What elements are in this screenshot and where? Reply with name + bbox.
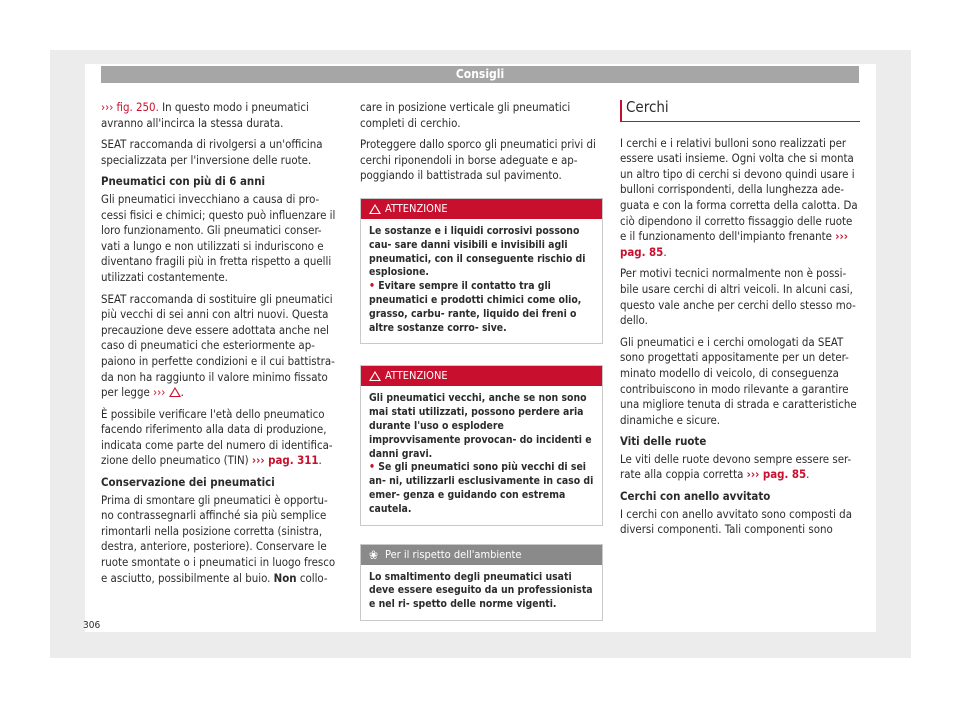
paragraph: I cerchi e i relativi bulloni sono realizzati per essere usati insieme. Ogni volta che si monta un altro tipo di cerchi si devono quindi usare i bulloni corrispondenti, della lunghezza ade- guata e con la forma corretta della calotta. Da ciò dipendono il corretto fissaggio delle ruote e il funzionamento dell'impianto frenante ››› pag. 85.: [620, 135, 858, 259]
paragraph: Proteggere dallo sporco gli pneumatici privi di cerchi riponendoli in borse adeguate e ap- poggiando il battistrada sul pavimento.: [360, 137, 596, 183]
subheading: Conservazione dei pneumatici: [101, 475, 275, 490]
column-3: [620, 100, 860, 544]
environment-box-body: Lo smaltimento degli pneumatici usati deve essere eseguito da un professionista e nel ri- spetto delle norme vigenti.: [369, 570, 593, 611]
page-reference-link[interactable]: ››› pag. 85: [746, 467, 807, 482]
subheading: Viti delle ruote: [620, 434, 707, 449]
leaf-icon: ❀: [369, 547, 379, 562]
warning-box-header: ATTENZIONE: [361, 199, 602, 219]
warning-triangle-icon: [369, 371, 381, 381]
warning-triangle-icon: [369, 204, 381, 214]
subheading: Cerchi con anello avvitato: [620, 489, 771, 504]
chapter-header: Consigli: [101, 66, 859, 83]
paragraph: SEAT raccomanda di sostituire gli pneumatici più vecchi di sei anni con altri nuovi. Questa precauzione deve essere adottata anche nel caso di pneumatici che esteriormente ap- paiono in perfette condizioni e il cui battistra- da non ha raggiunto il valore minimo fissato per legge ››› .: [101, 291, 335, 400]
warning-box: [360, 198, 603, 344]
column-1: [101, 100, 343, 592]
warning-box-body: Gli pneumatici vecchi, anche se non sono mai stati utilizzati, possono perdere aria durante l'uso o esplodere improvvisamente provocan- do incidenti e danni gravi. • Se gli pneumatici sono più vecchi di sei an- ni, utilizzarli esclusivamente in caso di emer- genza e guidando con estrema cautela.: [369, 392, 594, 515]
page-number: 306: [83, 620, 101, 631]
warning-reference-link[interactable]: ›››: [153, 385, 166, 400]
paragraph: Le viti delle ruote devono sempre essere ser- rate alla coppia corretta ››› pag. 85.: [620, 451, 852, 482]
paragraph: I cerchi con anello avvitato sono composti da diversi componenti. Tali componenti sono: [620, 506, 852, 537]
page-reference-link[interactable]: ››› pag. 85: [620, 229, 848, 259]
environment-box: [360, 544, 603, 621]
warning-box-body: Le sostanze e i liquidi corrosivi possono cau- sare danni visibili e invisibili agli pneumatici, con il conseguente rischio di esplosione. • Evitare sempre il contatto tra gli pneumatici e prodotti chimici come olio, grasso, carbu- rante, liquido dei freni o altre sostanze corro- sive.: [369, 224, 586, 334]
warning-box-header: ATTENZIONE: [361, 366, 602, 386]
paragraph: È possibile verificare l'età dello pneumatico facendo riferimento alla data di produzione, indicata come parte del numero di identifica- zione dello pneumatico (TIN) ››› pag. 311.: [101, 406, 333, 468]
section-title: Cerchi: [620, 100, 860, 122]
paragraph: Per motivi tecnici normalmente non è possi- bile usare cerchi di altri veicoli. In alcuni casi, questo vale anche per cerchi dello stesso mo- dello.: [620, 266, 856, 328]
paragraph: Prima di smontare gli pneumatici è opportu- no contrassegnarli affinché sia più semplice rimontarli nella posizione corretta (sinistra, destra, anteriore, posteriore). Conservare le ruote smontate o i pneumatici in luogo fresco e asciutto, possibilmente al buio. Non collo-: [101, 492, 336, 585]
column-2: [360, 100, 603, 621]
paragraph: ››› fig. 250. In questo modo i pneumatici avranno all'incirca la stessa durata.: [101, 100, 309, 130]
paragraph: Gli pneumatici invecchiano a causa di pro- cessi fisici e chimici; questo può influenzare il loro funzionamento. Gli pneumatici conser- vati a lungo e non utilizzati si induriscono e diventano fragili più in fretta rispetto a quelli utilizzati costantemente.: [101, 191, 336, 284]
page-reference-link[interactable]: ››› pag. 311: [251, 453, 319, 468]
warning-box: [360, 365, 603, 525]
warning-triangle-icon: [169, 387, 181, 397]
paragraph: care in posizione verticale gli pneumatici completi di cerchio.: [360, 100, 571, 130]
subheading: Pneumatici con più di 6 anni: [101, 174, 266, 189]
paragraph: Gli pneumatici e i cerchi omologati da SEAT sono progettati appositamente per un deter- minato modello di veicolo, di conseguenza contribuiscono in modo rilevante a garantire una migliore tenuta di strada e caratteristiche dinamiche e sicure.: [620, 334, 857, 427]
paragraph: SEAT raccomanda di rivolgersi a un'officina specializzata per l'inversione delle ruote.: [101, 137, 323, 167]
environment-box-header: ❀ Per il rispetto dell'ambiente: [361, 545, 602, 565]
figure-reference-link[interactable]: ››› fig. 250.: [101, 100, 159, 114]
